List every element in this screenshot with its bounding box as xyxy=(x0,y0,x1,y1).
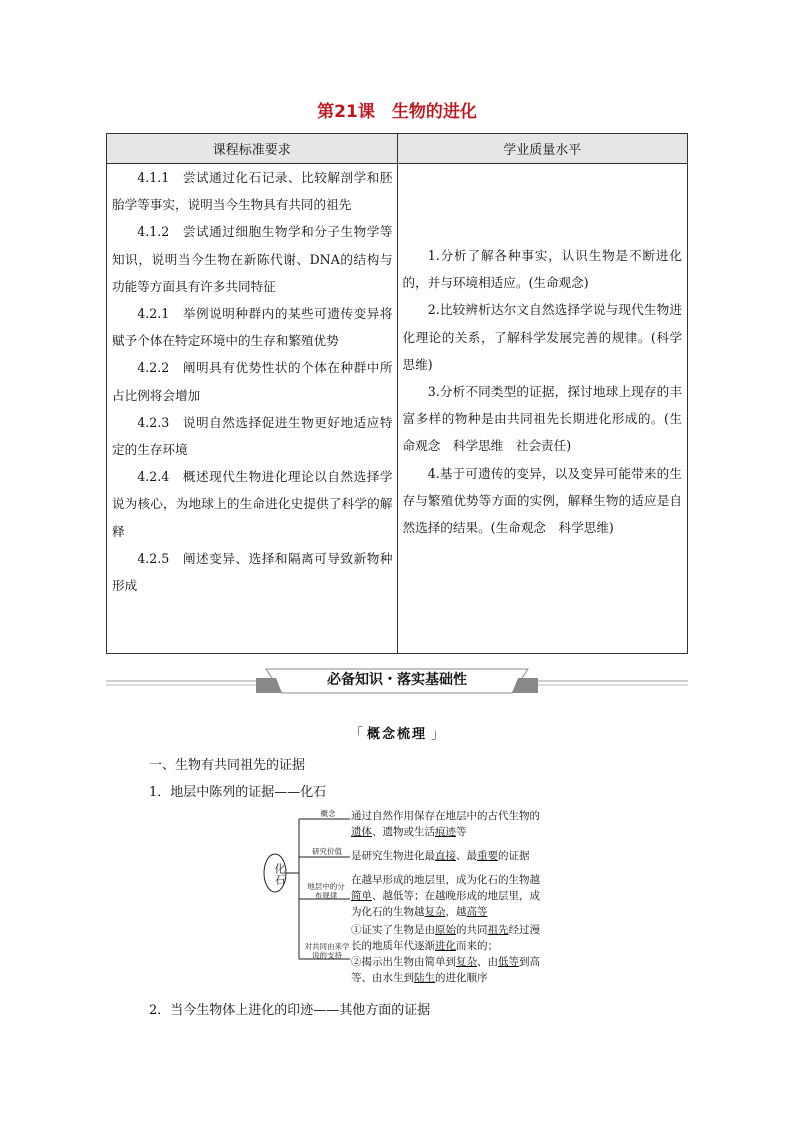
table-row xyxy=(107,164,688,654)
value-text: 是研究生物进化最 xyxy=(351,850,435,862)
header-quality: 学业质量水平 xyxy=(397,134,688,164)
blank-primitive: 原始 xyxy=(435,924,456,936)
support-line1 xyxy=(351,923,540,939)
quality-item: 3.分析不同类型的证据，探讨地球上现存的丰富多样的物种是由共同祖先长期进化形成的。(生命观念 科学思维 社会责任) xyxy=(402,384,682,454)
concept-text: 、遗物或生活 xyxy=(372,826,435,838)
support-text: 到高 xyxy=(519,956,540,968)
diagram-center-label: 化石 xyxy=(273,863,286,885)
blank-direct: 直接 xyxy=(435,850,456,862)
blank-complex2: 复杂 xyxy=(456,956,477,968)
blank-complex: 复杂 xyxy=(424,906,446,918)
heading-level2: 1．地层中陈列的证据——化石 xyxy=(149,785,327,800)
standard-item: 4.2.5 阐述变异、选择和隔离可导致新物种形成 xyxy=(112,550,393,594)
quality-cell xyxy=(397,164,688,654)
section-banner xyxy=(106,665,688,697)
standard-item: 4.2.1 举例说明种群内的某些可遗传变异将赋予个体在特定环境中的生存和繁殖优势 xyxy=(112,306,393,349)
blank-ancestor: 祖先 xyxy=(487,924,509,936)
blank-traces: 痕迹 xyxy=(435,826,456,838)
concept-line1: 通过自然作用保存在地层中的古代生物的 xyxy=(351,810,540,822)
fossil-concept-diagram xyxy=(262,805,562,985)
banner-text: 必备知识・落实基础性 xyxy=(327,672,467,688)
standard-item: 4.2.4 概述现代生物进化理论以自然选择学说为核心，为地球上的生命进化史提供了科学的解释 xyxy=(112,469,393,539)
dist-line1: 在越早形成的地层里，成为化石的生物越 xyxy=(351,874,540,886)
concept-text: 等 xyxy=(456,826,467,838)
blank-land: 陆生 xyxy=(414,972,435,984)
dist-line3 xyxy=(351,905,488,921)
dist-line2 xyxy=(351,889,540,905)
concept-line2 xyxy=(351,825,467,841)
standards-table xyxy=(106,133,688,654)
label-concept: 概念 xyxy=(320,809,336,818)
support-line4 xyxy=(351,971,488,987)
sub-heading: 「 概念梳理 」 xyxy=(349,727,445,742)
blank-lower: 低等 xyxy=(498,956,519,968)
heading-level1: 一、生物有共同祖先的证据 xyxy=(149,758,306,773)
header-curriculum: 课程标准要求 xyxy=(107,134,398,164)
value-text: 、最 xyxy=(456,850,477,862)
blank-important: 重要 xyxy=(477,850,498,862)
support-text: 的共同 xyxy=(456,924,488,936)
standard-item: 4.1.1 尝试通过化石记录、比较解剖学和胚胎学等事实，说明当今生物具有共同的祖先 xyxy=(112,170,393,213)
heading-level2-second: 2．当今生物体上进化的印迹——其他方面的证据 xyxy=(149,1003,431,1018)
blank-remains: 遗体 xyxy=(351,826,372,838)
dist-text: 为化石的生物越 xyxy=(351,906,425,918)
standard-item: 4.2.2 阐明具有优势性状的个体在种群中所占比例将会增加 xyxy=(112,360,393,403)
support-line2 xyxy=(351,939,498,955)
blank-advanced: 高等 xyxy=(466,906,488,918)
support-line3 xyxy=(351,955,540,971)
quality-item: 4.基于可遗传的变异，以及变异可能带来的生存与繁殖优势等方面的实例，解释生物的适应是自然选择的结果。(生命观念 科学思维) xyxy=(402,465,682,536)
table-header-row xyxy=(107,134,688,164)
curriculum-cell xyxy=(107,164,398,654)
label-support: 对共同由来学说的支持 xyxy=(304,942,350,960)
support-text: 而来的； xyxy=(456,940,498,952)
label-distribution: 地层中的分布规律 xyxy=(307,882,345,900)
support-text: 长的地质年代逐渐 xyxy=(351,940,435,952)
support-text: ①证实了生物是由 xyxy=(351,924,435,936)
support-text: 等、由水生到 xyxy=(351,972,414,984)
blank-evolve: 进化 xyxy=(435,940,456,952)
label-value: 研究价值 xyxy=(312,847,342,856)
page-title: 第21课 生物的进化 xyxy=(317,102,477,122)
support-text: 的进化顺序 xyxy=(435,972,488,984)
dist-text: 、越低等；在越晚形成的地层里，成 xyxy=(372,890,540,902)
support-text: ②揭示出生物由简单到 xyxy=(351,956,456,968)
support-text: 、由 xyxy=(477,956,498,968)
quality-item: 2.比较辨析达尔文自然选择学说与现代生物进化理论的关系，了解科学发展完善的规律。(科学思维) xyxy=(402,302,682,372)
standard-item: 4.1.2 尝试通过细胞生物学和分子生物学等知识，说明当今生物在新陈代谢、DNA的结构与功能等方面具有许多共同特征 xyxy=(112,224,393,294)
quality-item: 1.分析了解各种事实，认识生物是不断进化的，并与环境相适应。(生命观念) xyxy=(402,248,682,291)
blank-simple: 简单 xyxy=(351,890,372,902)
support-text: 经过漫 xyxy=(508,924,540,936)
value-text: 的证据 xyxy=(498,850,530,862)
standard-item: 4.2.3 说明自然选择促进生物更好地适应特定的生存环境 xyxy=(112,414,393,458)
sub-heading-text: 概念梳理 xyxy=(366,727,427,742)
value-line xyxy=(351,849,530,865)
dist-text: ，越 xyxy=(445,906,467,918)
